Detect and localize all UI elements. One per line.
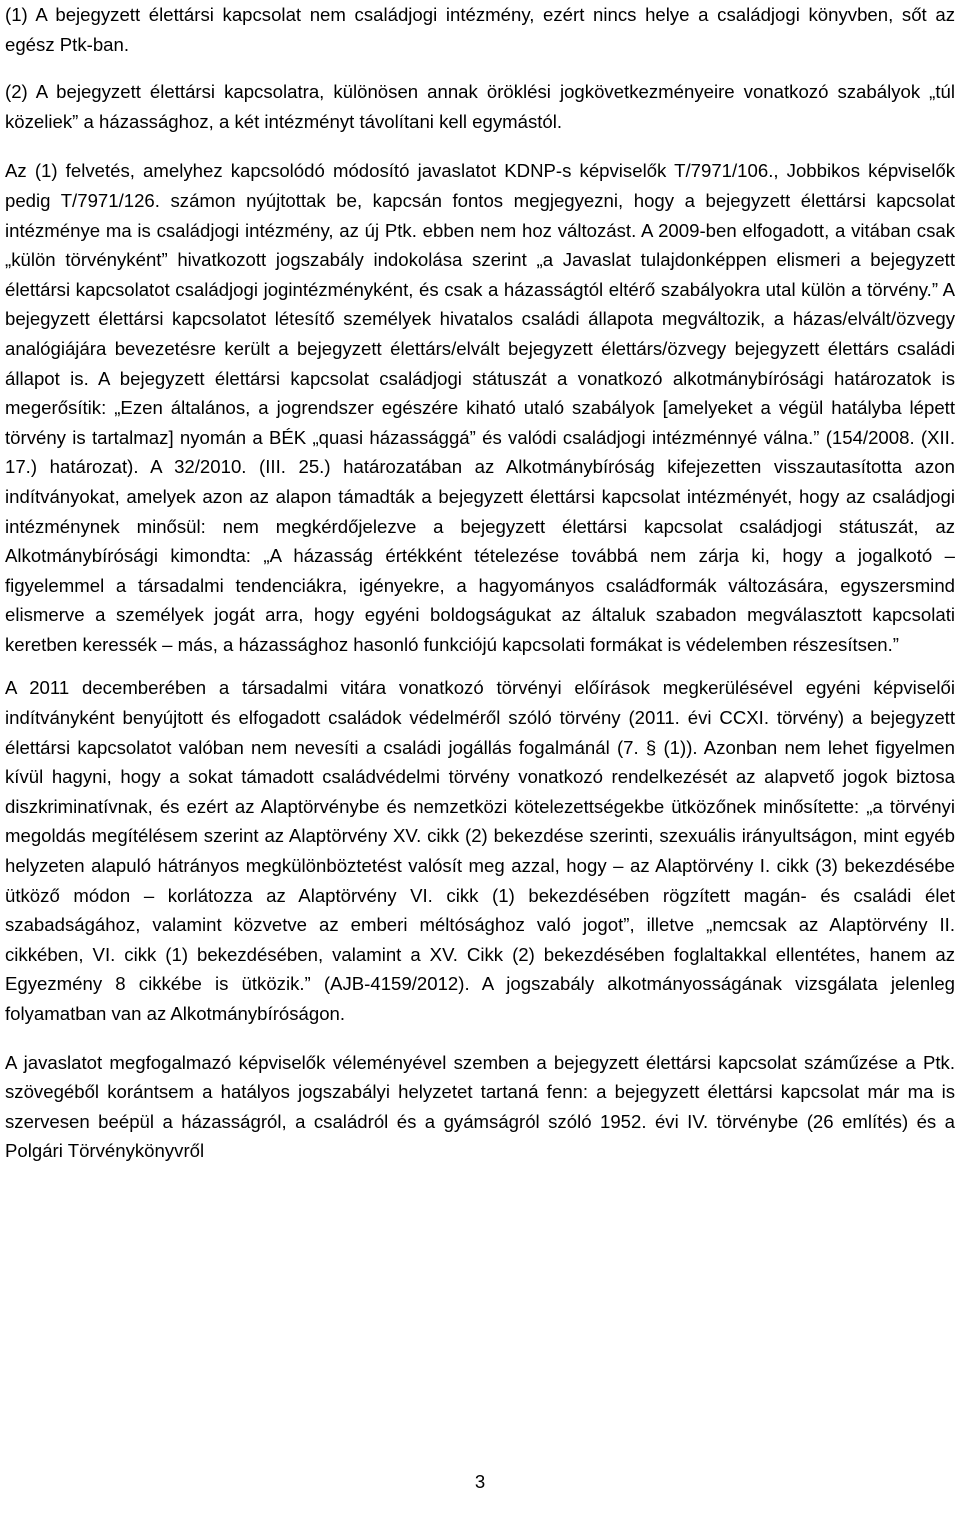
paragraph-2: (2) A bejegyzett élettársi kapcsolatra, különösen annak öröklési jogkövetkezményeire vonatkozó szabályok „túl közeliek” a házassághoz, a két intézményt távolítani kell egymástól.: [5, 81, 955, 132]
paragraph-5: A javaslatot megfogalmazó képviselők véleményével szemben a bejegyzett élettársi kapcsolat száműzése a Ptk. szövegéből korántsem a hatályos jogszabályi helyzetet tartaná fenn: a bejegyzett élettársi kapcsolat már ma is szervesen beépül a házasságról, a családról és a gyámságról szóló 1952. évi IV. törvénybe (26 említés) és a Polgári Törvénykönyvről: [5, 1051, 955, 1162]
page-number: 3: [474, 1471, 486, 1492]
paragraph-3: Az (1) felvetés, amelyhez kapcsolódó módosító javaslatot KDNP-s képviselők T/7971/106., Jobbikos képviselők pedig T/7971/126. számon nyújtottak be, kapcsán fontos megjegyezni, hogy a bejegyzett élettársi kapcsolat intézménye ma is családjogi intézmény, az új Ptk. ebben nem hoz változást. A 2009-ben elfogadott, a vitában csak „külön törvényként” hivatkozott jogszabály indokolása szerint „a Javaslat tulajdonképpen elismeri a bejegyzett élettársi kapcsolatot családjogi jogintézményként, és csak a házasságtól eltérő szabályokra utal külön a törvény.” A bejegyzett élettársi kapcsolatot létesítő személyek hivatalos családi állapota megváltozik, a házas/elvált/özvegy analógiájára bevezetésre került a bejegyzett élettárs/elvált bejegyzett élettárs/özvegy bejegyzett élettárs családi állapot is. A bejegyzett élettársi kapcsolat családjogi státuszát a vonatkozó alkotmánybírósági határozatok is megerősítik: „Ezen általános, a jogrendszer egészére kiható utaló szabályok [amelyeket a végül hatályba lépett törvény is tartalmaz] nyomán a BÉK „quasi házassággá” és valódi családjogi intézménnyé válna.” (154/2008. (XII. 17.) határozat). A 32/2010. (III. 25.) határozatában az Alkotmánybíróság kifejezetten visszautasította azon indítványokat, amelyek azon az alapon támadták a bejegyzett élettársi kapcsolat intézményét, hogy az családjogi intézménynek minősül: nem megkérdőjelezve a bejegyzett élettársi kapcsolat családjogi státuszát, az Alkotmánybírósági kimondta: „A házasság értékként tételezése továbbá nem zárja ki, hogy a jogalkotó – figyelemmel a társadalmi tendenciákra, igényekre, a hagyományos családformák változására, egyszersmind elismerve a személyek jogát arra, hogy egyéni boldogságukat az általuk szabadon megválasztott kapcsolati keretben keressék – más, a házassághoz hasonló funkciójú kapcsolati formákat is védelemben részesítsen.”: [5, 160, 955, 655]
paragraph-1: (1) A bejegyzett élettársi kapcsolat nem családjogi intézmény, ezért nincs helye a családjogi könyvben, sőt az egész Ptk-ban.: [5, 4, 955, 55]
paragraph-4: A 2011 decemberében a társadalmi vitára vonatkozó törvényi előírások megkerülésével egyéni képviselői indítványként benyújtott és elfogadott családok védelméről szóló törvény (2011. évi CCXI. törvény) a bejegyzett élettársi kapcsolatot valóban nem nevesíti a családi jogállás fogalmánál (7. § (1)). Azonban nem lehet figyelmen kívül hagyni, hogy a sokat támadott családvédelmi törvény vonatkozó rendelkezését az alapvető jogok biztosa diszkriminatívnak, és ezért az Alaptörvénybe és nemzetközi kötelezettségekbe ütközőnek minősítette: „a törvényi megoldás megítélésem szerint az Alaptörvény XV. cikk (2) bekezdése szerinti, szexuális irányultságon, mint egyéb helyzeten alapuló hátrányos megkülönböztetést valósít meg azzal, hogy – az Alaptörvény I. cikk (3) bekezdésébe ütköző módon – korlátozza az Alaptörvény VI. cikk (1) bekezdésében rögzített magán- és családi élet szabadságához, valamint közvetve az emberi méltósághoz való jogot”, illetve „nemcsak az Alaptörvény II. cikkében, VI. cikk (1) bekezdésében, valamint a XV. Cikk (2) bekezdésében foglaltakkal ellentétes, hanem az Egyezmény 8 cikkébe is ütközik.” (AJB-4159/2012). A jogszabály alkotmányosságának vizsgálata jelenleg folyamatban van az Alkotmánybíróságon.: [5, 677, 955, 1024]
document-page: [5, 0, 955, 1166]
